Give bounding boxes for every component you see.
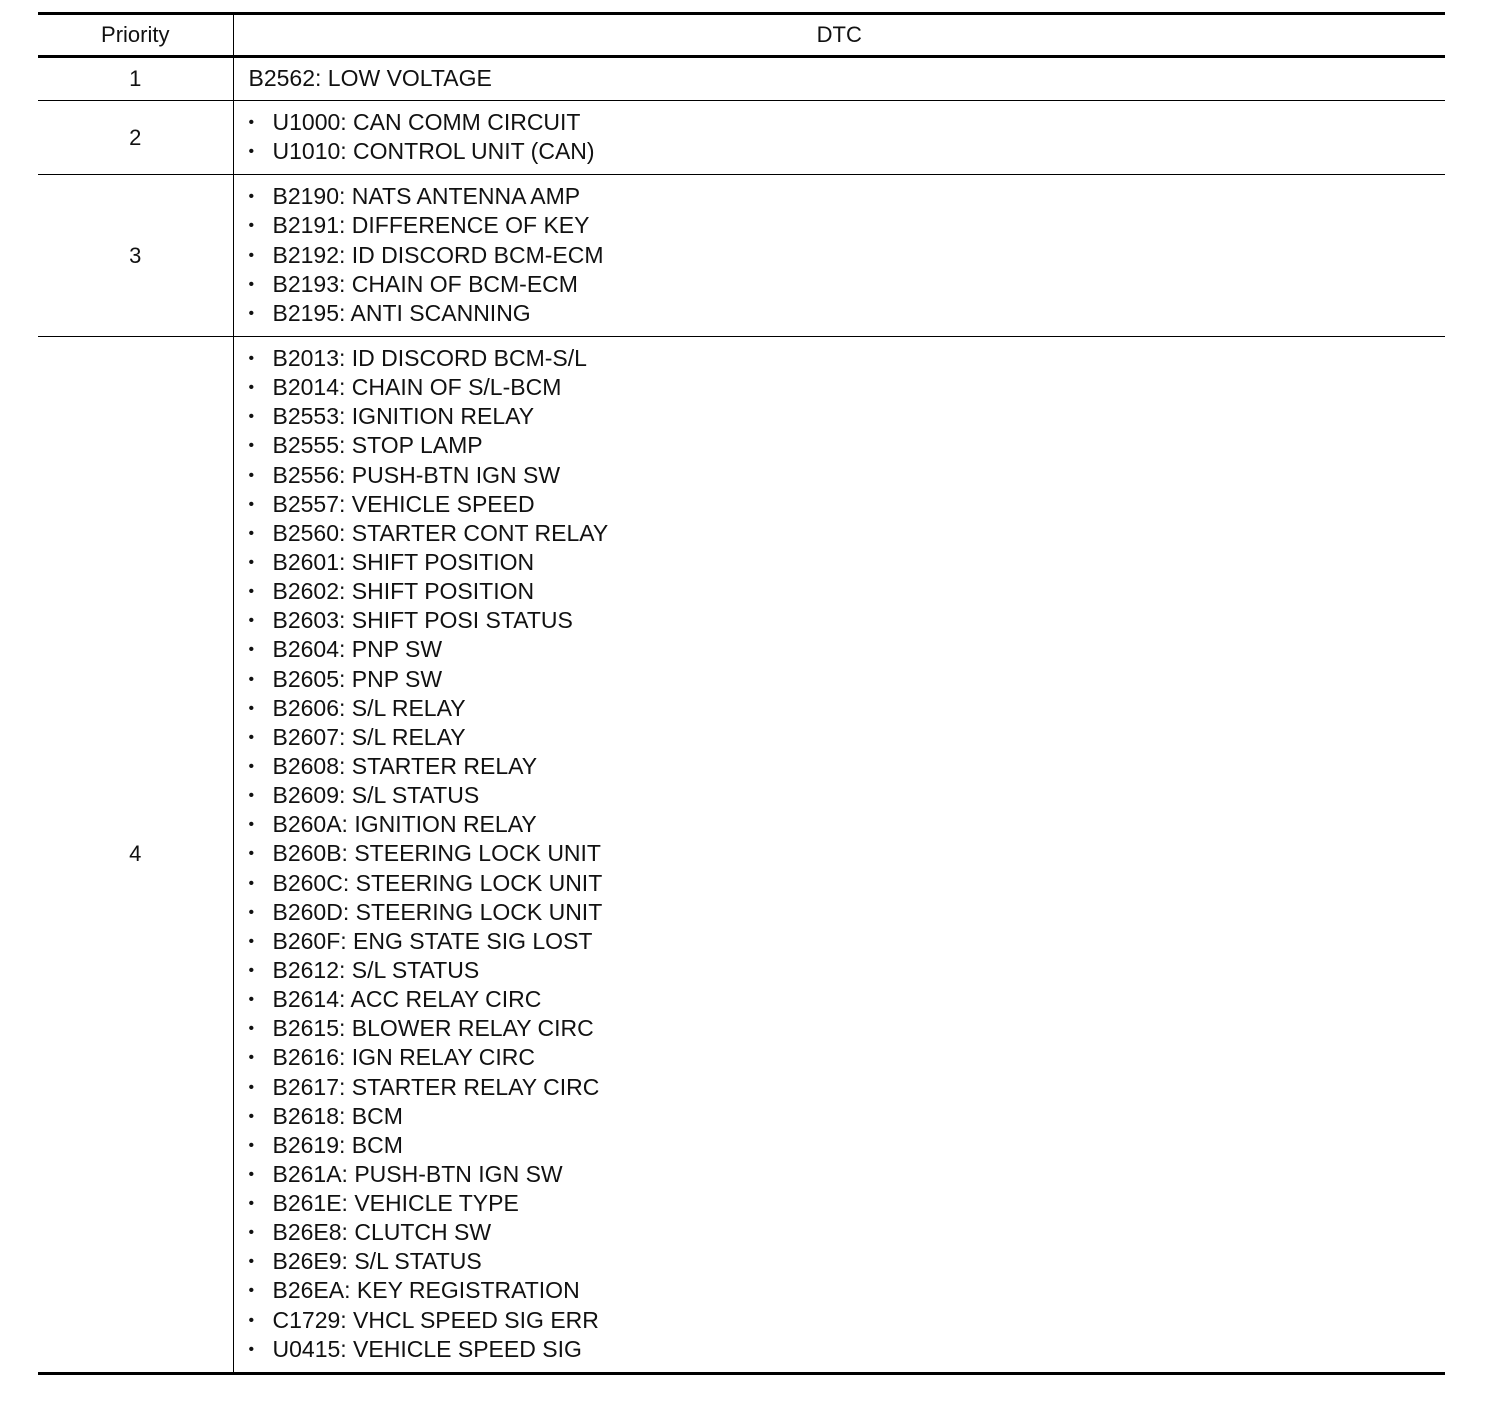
bullet-icon: • (248, 845, 255, 863)
dtc-cell (233, 175, 1445, 337)
dtc-item: B2195: ANTI SCANNING (272, 299, 531, 326)
bullet-icon: • (248, 408, 255, 426)
dtc-list-item (249, 956, 1446, 985)
dtc-list-item (249, 137, 1446, 166)
dtc-list-item (249, 898, 1446, 927)
dtc-list-item (249, 1306, 1446, 1335)
bullet-icon: • (248, 991, 255, 1009)
dtc-list-item (249, 869, 1446, 898)
priority-cell: 2 (38, 101, 233, 175)
bullet-icon: • (248, 188, 255, 206)
dtc-item: B2557: VEHICLE SPEED (272, 490, 535, 517)
bullet-icon: • (248, 932, 255, 950)
dtc-list-item (249, 182, 1446, 211)
dtc-list-item (249, 781, 1446, 810)
dtc-list (249, 344, 1446, 1364)
dtc-item: B2619: BCM (272, 1131, 403, 1158)
dtc-item: B2192: ID DISCORD BCM-ECM (272, 241, 604, 268)
dtc-item: B260B: STEERING LOCK UNIT (272, 840, 601, 867)
dtc-list-item (249, 606, 1446, 635)
dtc-list-item (249, 519, 1446, 548)
dtc-list-item (249, 373, 1446, 402)
bullet-icon: • (248, 1311, 255, 1329)
bullet-icon: • (248, 961, 255, 979)
bullet-icon: • (248, 583, 255, 601)
bullet-icon: • (248, 304, 255, 322)
dtc-item: B2014: CHAIN OF S/L-BCM (272, 374, 562, 401)
bullet-icon: • (248, 1049, 255, 1067)
dtc-item: B2604: PNP SW (272, 636, 443, 663)
dtc-list-item (249, 1189, 1446, 1218)
bullet-icon: • (248, 1195, 255, 1213)
dtc-item: B2609: S/L STATUS (272, 782, 480, 809)
dtc-list-item (249, 752, 1446, 781)
dtc-item: B260D: STEERING LOCK UNIT (272, 898, 603, 925)
dtc-item: B2615: BLOWER RELAY CIRC (272, 1015, 594, 1042)
bullet-icon: • (248, 757, 255, 775)
bullet-icon: • (248, 699, 255, 717)
bullet-icon: • (248, 495, 255, 513)
bullet-icon: • (248, 1224, 255, 1242)
bullet-icon: • (248, 1282, 255, 1300)
dtc-item: B2605: PNP SW (272, 665, 443, 692)
dtc-list-item (249, 1073, 1446, 1102)
table-body (38, 57, 1445, 1374)
dtc-item: B2608: STARTER RELAY (272, 752, 538, 779)
bullet-icon: • (248, 524, 255, 542)
table-row (38, 336, 1445, 1373)
dtc-item: B260C: STEERING LOCK UNIT (272, 869, 603, 896)
dtc-item: B26E8: CLUTCH SW (272, 1219, 492, 1246)
bullet-icon: • (248, 349, 255, 367)
dtc-item: B2614: ACC RELAY CIRC (272, 986, 542, 1013)
priority-column-header: Priority (38, 14, 233, 57)
dtc-list-item (249, 431, 1446, 460)
dtc-list-item (249, 839, 1446, 868)
dtc-item: B2617: STARTER RELAY CIRC (272, 1073, 600, 1100)
dtc-item: B2603: SHIFT POSI STATUS (272, 607, 573, 634)
dtc-item: B2601: SHIFT POSITION (272, 548, 535, 575)
dtc-list-item (249, 1102, 1446, 1131)
dtc-column-header: DTC (816, 22, 862, 47)
dtc-item: U1000: CAN COMM CIRCUIT (272, 109, 581, 135)
dtc-item: B2013: ID DISCORD BCM-S/L (272, 344, 587, 371)
dtc-priority-table (38, 12, 1445, 1375)
bullet-icon: • (248, 1078, 255, 1096)
priority-cell: 3 (38, 175, 233, 337)
bullet-icon: • (248, 1165, 255, 1183)
bullet-icon: • (248, 553, 255, 571)
dtc-item: B261A: PUSH-BTN IGN SW (272, 1160, 563, 1187)
table-row (38, 101, 1445, 175)
bullet-icon: • (248, 275, 255, 293)
bullet-icon: • (248, 246, 255, 264)
bullet-icon: • (248, 641, 255, 659)
bullet-icon: • (248, 1136, 255, 1154)
dtc-item: B260F: ENG STATE SIG LOST (272, 927, 593, 954)
dtc-list-item (249, 665, 1446, 694)
bullet-icon: • (248, 379, 255, 397)
bullet-icon: • (248, 466, 255, 484)
dtc-item: B2618: BCM (272, 1102, 403, 1129)
dtc-item: B261E: VEHICLE TYPE (272, 1190, 519, 1217)
dtc-list (249, 108, 1446, 166)
bullet-icon: • (248, 217, 255, 235)
bullet-icon: • (248, 143, 255, 161)
dtc-list-item (249, 1247, 1446, 1276)
dtc-item: B2560: STARTER CONT RELAY (272, 519, 609, 546)
dtc-list-item (249, 108, 1446, 137)
priority-cell: 1 (38, 57, 233, 101)
bullet-icon: • (248, 874, 255, 892)
dtc-item: B2602: SHIFT POSITION (272, 578, 535, 605)
dtc-item: B2556: PUSH-BTN IGN SW (272, 461, 561, 488)
priority-cell: 4 (38, 336, 233, 1373)
dtc-list-item (249, 635, 1446, 664)
dtc-cell (233, 336, 1445, 1373)
dtc-list-item (249, 1335, 1446, 1364)
dtc-item: U0415: VEHICLE SPEED SIG (272, 1335, 582, 1362)
dtc-list-item (249, 1276, 1446, 1305)
table-row (38, 175, 1445, 337)
dtc-list-item (249, 1218, 1446, 1247)
dtc-list-item (249, 490, 1446, 519)
dtc-cell (233, 101, 1445, 175)
dtc-list-item (249, 577, 1446, 606)
bullet-icon: • (248, 670, 255, 688)
dtc-item: C1729: VHCL SPEED SIG ERR (272, 1306, 599, 1333)
table-row (38, 57, 1445, 101)
bullet-icon: • (248, 787, 255, 805)
dtc-cell (233, 57, 1445, 101)
dtc-item: B26E9: S/L STATUS (272, 1248, 482, 1275)
bullet-icon: • (248, 1020, 255, 1038)
dtc-list-item (249, 985, 1446, 1014)
bullet-icon: • (248, 816, 255, 834)
bullet-icon: • (248, 1107, 255, 1125)
dtc-list-item (249, 810, 1446, 839)
dtc-list-item (249, 548, 1446, 577)
dtc-list-item (249, 344, 1446, 373)
dtc-item: B26EA: KEY REGISTRATION (272, 1277, 580, 1304)
bullet-icon: • (248, 114, 255, 131)
dtc-list-item (249, 1043, 1446, 1072)
dtc-list-item (249, 402, 1446, 431)
dtc-item: B2190: NATS ANTENNA AMP (272, 183, 581, 210)
dtc-item: B2191: DIFFERENCE OF KEY (272, 212, 590, 239)
bullet-icon: • (248, 437, 255, 455)
dtc-list-item (249, 1014, 1446, 1043)
dtc-list-item (249, 1131, 1446, 1160)
dtc-item: B2193: CHAIN OF BCM-ECM (272, 270, 578, 297)
dtc-item: B2555: STOP LAMP (272, 432, 483, 459)
dtc-list-item (249, 694, 1446, 723)
dtc-item: B2616: IGN RELAY CIRC (272, 1044, 535, 1071)
dtc-item: B2562: LOW VOLTAGE (248, 65, 492, 91)
dtc-list-item (249, 211, 1446, 240)
dtc-list-item (249, 461, 1446, 490)
dtc-list-item (249, 927, 1446, 956)
dtc-list-item (249, 270, 1446, 299)
dtc-list-item (249, 1160, 1446, 1189)
dtc-item: B2612: S/L STATUS (272, 956, 480, 983)
dtc-list (249, 182, 1446, 328)
bullet-icon: • (248, 903, 255, 921)
dtc-item: B260A: IGNITION RELAY (272, 811, 537, 838)
bullet-icon: • (248, 1253, 255, 1271)
bullet-icon: • (248, 1340, 255, 1358)
dtc-item: B2553: IGNITION RELAY (272, 403, 535, 430)
dtc-item: B2606: S/L RELAY (272, 694, 466, 721)
bullet-icon: • (248, 612, 255, 630)
header-row (38, 14, 1445, 57)
dtc-list-item (249, 723, 1446, 752)
dtc-list-item (249, 241, 1446, 270)
dtc-item: U1010: CONTROL UNIT (CAN) (272, 138, 595, 165)
bullet-icon: • (248, 728, 255, 746)
dtc-item: B2607: S/L RELAY (272, 723, 466, 750)
dtc-list-item (249, 299, 1446, 328)
